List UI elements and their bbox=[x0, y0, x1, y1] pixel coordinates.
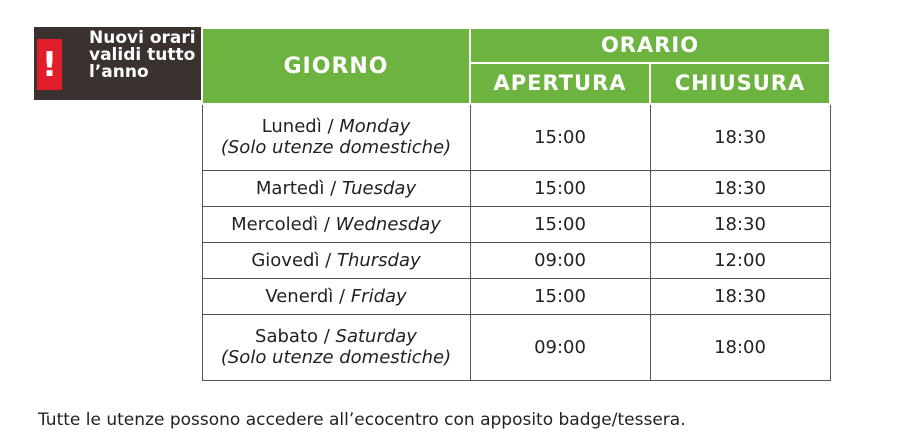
table-row bbox=[202, 314, 830, 380]
table-row bbox=[202, 104, 830, 170]
opening-time: 15:00 bbox=[470, 170, 650, 206]
day-english: Saturday bbox=[335, 326, 417, 347]
closing-time: 12:00 bbox=[650, 242, 830, 278]
closing-time: 18:30 bbox=[650, 278, 830, 314]
notice-text bbox=[89, 30, 219, 81]
closing-time: 18:00 bbox=[650, 314, 830, 380]
header-opening: APERTURA bbox=[470, 63, 650, 104]
day-cell bbox=[202, 242, 470, 278]
opening-time: 15:00 bbox=[470, 278, 650, 314]
day-cell bbox=[202, 278, 470, 314]
notice-line: l’anno bbox=[89, 62, 149, 82]
day-italian: Lunedì / bbox=[261, 116, 340, 138]
header-hours: ORARIO bbox=[470, 28, 830, 63]
day-cell bbox=[202, 170, 470, 206]
day-italian: Venerdì / bbox=[265, 285, 351, 307]
opening-time: 09:00 bbox=[470, 242, 650, 278]
notice-badge bbox=[34, 27, 223, 100]
header-day: GIORNO bbox=[202, 28, 470, 104]
schedule-table bbox=[201, 27, 831, 381]
day-english: Monday bbox=[339, 116, 411, 138]
closing-time: 18:30 bbox=[650, 170, 830, 206]
day-cell bbox=[202, 206, 470, 242]
day-english: Thursday bbox=[336, 249, 421, 271]
footer-note: Tutte le utenze possono accedere all’ecocentro con apposito badge/tessera. bbox=[38, 410, 686, 430]
closing-time: 18:30 bbox=[650, 104, 830, 170]
header-closing: CHIUSURA bbox=[650, 63, 830, 104]
table-row bbox=[202, 170, 830, 206]
day-note: (Solo utenze domestiche) bbox=[220, 137, 452, 159]
opening-time: 09:00 bbox=[470, 314, 650, 380]
opening-time: 15:00 bbox=[470, 104, 650, 170]
table-row bbox=[202, 242, 830, 278]
table-row bbox=[202, 278, 830, 314]
day-cell bbox=[202, 314, 470, 380]
day-italian: Martedì / bbox=[255, 177, 342, 199]
day-note: (Solo utenze domestiche) bbox=[220, 347, 452, 368]
closing-time: 18:30 bbox=[650, 206, 830, 242]
day-english: Wednesday bbox=[335, 213, 441, 235]
day-italian: Giovedì / bbox=[251, 249, 337, 271]
alert-icon: ! bbox=[37, 39, 62, 90]
day-italian: Mercoledì / bbox=[231, 213, 336, 235]
day-english: Tuesday bbox=[341, 177, 417, 199]
notice-line: Nuovi orari bbox=[89, 28, 196, 48]
notice-line: validi tutto bbox=[89, 45, 196, 65]
opening-time: 15:00 bbox=[470, 206, 650, 242]
day-cell bbox=[202, 104, 470, 170]
table-row bbox=[202, 206, 830, 242]
day-italian: Sabato / bbox=[255, 326, 336, 347]
day-english: Friday bbox=[350, 285, 407, 307]
